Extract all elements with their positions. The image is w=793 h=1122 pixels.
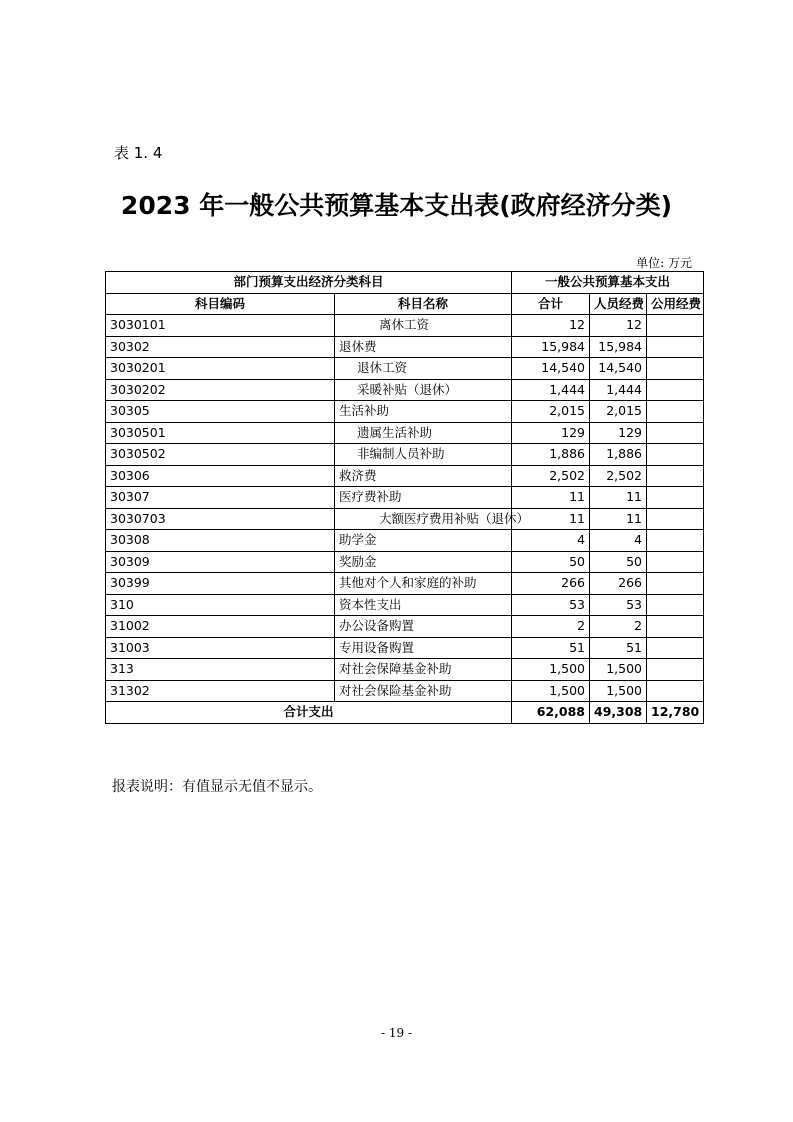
cell-personnel: 53 [590,594,647,616]
cell-public [647,422,704,444]
cell-code: 31002 [106,616,335,638]
table-row [106,465,704,487]
cell-code: 3030101 [106,315,335,337]
cell-code: 3030703 [106,508,335,530]
cell-code: 3030201 [106,358,335,380]
cell-personnel: 266 [590,573,647,595]
cell-personnel: 2,015 [590,401,647,423]
cell-code: 30308 [106,530,335,552]
column-header-total: 合计 [512,293,590,315]
cell-name: 退休费 [335,336,512,358]
table-row [106,422,704,444]
cell-personnel: 11 [590,487,647,509]
table-row [106,358,704,380]
budget-table [105,271,704,724]
cell-personnel: 14,540 [590,358,647,380]
cell-total: 11 [512,508,590,530]
cell-name: 其他对个人和家庭的补助 [335,573,512,595]
cell-public [647,573,704,595]
total-row [106,702,704,724]
cell-total: 2,015 [512,401,590,423]
cell-personnel: 12 [590,315,647,337]
column-header-name: 科目名称 [335,293,512,315]
cell-code: 30399 [106,573,335,595]
table-row [106,487,704,509]
total-cell-personnel: 49,308 [590,702,647,724]
table-row [106,680,704,702]
cell-personnel: 1,444 [590,379,647,401]
cell-total: 2,502 [512,465,590,487]
cell-name: 办公设备购置 [335,616,512,638]
cell-total: 15,984 [512,336,590,358]
page-title: 2023 年一般公共预算基本支出表(政府经济分类) [120,191,673,220]
cell-name: 奖励金 [335,551,512,573]
cell-personnel: 50 [590,551,647,573]
cell-total: 266 [512,573,590,595]
cell-personnel: 2 [590,616,647,638]
cell-personnel: 15,984 [590,336,647,358]
cell-personnel: 1,500 [590,659,647,681]
cell-total: 50 [512,551,590,573]
cell-name: 救济费 [335,465,512,487]
cell-public [647,401,704,423]
page-number: - 19 - [380,1026,412,1040]
table-body [106,315,704,702]
cell-name: 非编制人员补助 [335,444,512,466]
total-cell-total: 62,088 [512,702,590,724]
cell-name: 大额医疗费用补贴（退休） [335,508,512,530]
cell-public [647,551,704,573]
table-row [106,315,704,337]
cell-personnel: 1,500 [590,680,647,702]
cell-public [647,530,704,552]
table-row [106,444,704,466]
cell-total: 14,540 [512,358,590,380]
cell-name: 助学金 [335,530,512,552]
cell-code: 30305 [106,401,335,423]
table-row [106,379,704,401]
cell-code: 30302 [106,336,335,358]
cell-total: 51 [512,637,590,659]
cell-name: 遗属生活补助 [335,422,512,444]
cell-total: 12 [512,315,590,337]
cell-name: 退休工资 [335,358,512,380]
unit-label: 单位: 万元 [636,256,692,270]
cell-total: 1,500 [512,680,590,702]
cell-public [647,465,704,487]
cell-personnel: 129 [590,422,647,444]
table-row [106,616,704,638]
table-row [106,551,704,573]
cell-name: 对社会保险基金补助 [335,680,512,702]
cell-public [647,358,704,380]
report-note: 报表说明：有值显示无值不显示。 [112,779,322,795]
column-header-row [106,293,704,315]
cell-public [647,680,704,702]
group-header-left: 部门预算支出经济分类科目 [106,272,512,294]
cell-code: 30307 [106,487,335,509]
table-row [106,573,704,595]
cell-name: 专用设备购置 [335,637,512,659]
cell-public [647,659,704,681]
table-row [106,401,704,423]
cell-total: 129 [512,422,590,444]
cell-personnel: 4 [590,530,647,552]
cell-public [647,444,704,466]
cell-code: 31003 [106,637,335,659]
cell-personnel: 1,886 [590,444,647,466]
cell-code: 313 [106,659,335,681]
cell-code: 3030501 [106,422,335,444]
total-cell-public: 12,780 [647,702,704,724]
cell-public [647,637,704,659]
cell-total: 1,444 [512,379,590,401]
table-row [106,659,704,681]
cell-public [647,508,704,530]
column-header-code: 科目编码 [106,293,335,315]
cell-public [647,616,704,638]
cell-personnel: 51 [590,637,647,659]
cell-code: 30309 [106,551,335,573]
table-row [106,336,704,358]
column-header-public: 公用经费 [647,293,704,315]
cell-code: 30306 [106,465,335,487]
cell-personnel: 2,502 [590,465,647,487]
table-row [106,637,704,659]
cell-name: 资本性支出 [335,594,512,616]
cell-public [647,487,704,509]
table-row [106,530,704,552]
cell-total: 2 [512,616,590,638]
group-header-row [106,272,704,294]
cell-public [647,336,704,358]
cell-name: 生活补助 [335,401,512,423]
cell-total: 53 [512,594,590,616]
cell-name: 对社会保障基金补助 [335,659,512,681]
cell-total: 1,500 [512,659,590,681]
table-row [106,508,704,530]
cell-name: 医疗费补助 [335,487,512,509]
group-header-right: 一般公共预算基本支出 [512,272,704,294]
cell-name: 采暖补贴（退休） [335,379,512,401]
cell-total: 4 [512,530,590,552]
cell-name: 离休工资 [335,315,512,337]
cell-public [647,594,704,616]
column-header-personnel: 人员经费 [590,293,647,315]
table-label: 表 1. 4 [114,144,163,162]
cell-code: 3030202 [106,379,335,401]
cell-public [647,379,704,401]
cell-public [647,315,704,337]
cell-total: 1,886 [512,444,590,466]
cell-total: 11 [512,487,590,509]
table-row [106,594,704,616]
total-label: 合计支出 [106,702,512,724]
cell-code: 310 [106,594,335,616]
cell-code: 3030502 [106,444,335,466]
cell-personnel: 11 [590,508,647,530]
cell-code: 31302 [106,680,335,702]
